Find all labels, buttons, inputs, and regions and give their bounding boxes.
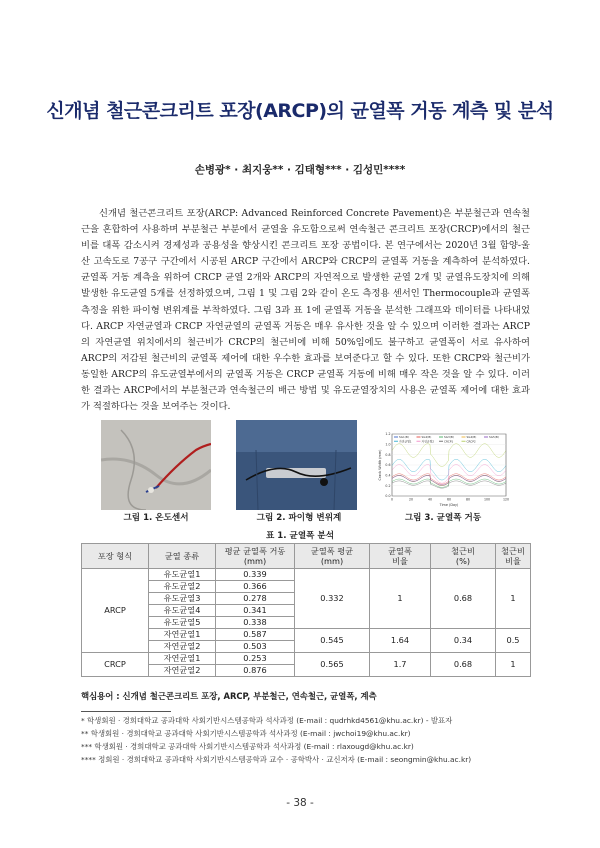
figure2-caption: 그림 2. 파이형 변위계 — [256, 513, 342, 523]
table-header-row — [82, 544, 531, 569]
header-width-ratio: 균열폭 비율 — [370, 544, 431, 569]
y-axis-label: Crack Width (mm) — [378, 449, 382, 481]
y-tick-label: 1.0 — [385, 442, 391, 447]
cell-avg-behavior: 0.253 — [216, 653, 295, 665]
y-tick-label: 0.6 — [385, 463, 391, 468]
cell-crack-kind: 자연균열1 — [149, 653, 216, 665]
cell-avg-behavior: 0.341 — [216, 605, 295, 617]
table-row — [82, 629, 531, 641]
x-tick-label: 120 — [502, 497, 510, 502]
cell-rebar-ratio: 0.5 — [496, 629, 531, 653]
crack-analysis-table — [81, 543, 531, 677]
legend-entry: SG4(B) — [466, 435, 477, 440]
footnote-1: * 학생회원 · 경희대학교 공과대학 사회기반시스템공학과 석사과정 (E-mail : qudrhkd4561@khu.ac.kr) - 발표자 — [81, 716, 453, 725]
legend-entry: SG5(B) — [489, 435, 499, 440]
cell-avg-behavior: 0.366 — [216, 581, 295, 593]
header-rebar: 철근비 (%) — [431, 544, 496, 569]
x-tick-label: 0 — [390, 497, 394, 502]
x-tick-label: 100 — [483, 497, 491, 502]
header-avg-width: 균열폭 평균 (mm) — [295, 544, 370, 569]
cell-ratio: 1.7 — [370, 653, 431, 677]
cell-avg: 0.545 — [295, 629, 370, 653]
page-number: - 38 - — [286, 797, 314, 809]
x-tick-label: 60 — [446, 497, 452, 502]
x-tick-label: 40 — [427, 497, 433, 502]
cell-crack-kind: 자연균열2 — [149, 641, 216, 653]
legend-entry: CRCP2 — [466, 439, 476, 444]
figure3-caption: 그림 3. 균열폭 거동 — [404, 513, 482, 523]
cell-avg: 0.565 — [295, 653, 370, 677]
cell-avg: 0.332 — [295, 569, 370, 629]
table-row — [82, 569, 531, 581]
cell-ratio: 1 — [370, 569, 431, 629]
header-avg-behavior: 평균 균열폭 거동 (mm) — [216, 544, 295, 569]
cell-avg-behavior: 0.876 — [216, 665, 295, 677]
cell-crack-kind: 유도균열1 — [149, 569, 216, 581]
x-axis-label: Time (Day) — [439, 503, 459, 507]
legend-entry: SG1(B) — [399, 435, 409, 440]
cell-crack-kind: 유도균열2 — [149, 581, 216, 593]
cell-rebar: 0.68 — [431, 569, 496, 629]
cell-rebar-ratio: 1 — [496, 569, 531, 629]
x-tick-label: 20 — [408, 497, 414, 502]
legend-entry: CRCP1 — [444, 439, 454, 444]
pi-gauge-photo — [236, 420, 357, 510]
y-tick-label: 0.0 — [385, 494, 391, 499]
figure1-caption: 그림 1. 온도센서 — [123, 513, 189, 523]
cell-avg-behavior: 0.503 — [216, 641, 295, 653]
cell-pavement-type: CRCP — [82, 653, 149, 677]
legend-entry: 자연균열1 — [399, 439, 412, 444]
temperature-sensor-photo — [101, 420, 211, 510]
y-tick-label: 0.4 — [385, 473, 391, 478]
cell-ratio: 1.64 — [370, 629, 431, 653]
cell-rebar: 0.34 — [431, 629, 496, 653]
cell-avg-behavior: 0.278 — [216, 593, 295, 605]
crack-width-chart — [376, 420, 510, 510]
cell-rebar: 0.68 — [431, 653, 496, 677]
x-tick-label: 80 — [465, 497, 471, 502]
footnote-divider — [81, 711, 171, 712]
cell-avg-behavior: 0.339 — [216, 569, 295, 581]
cell-pavement-type: ARCP — [82, 569, 149, 653]
table-row — [82, 653, 531, 665]
abstract: 신개념 철근콘크리트 포장(ARCP: Advanced Reinforced Concrete Pavement)은 부분철근과 연속철근을 혼합하여 사용하며 부분철근 부분에서 균열을 유도함으로써 연속철근 콘크리트 포장(CRCP)에서의 철근비를 대폭 감소시켜 경제성과 공용성을 향상시킨 콘크리트 포장 공법이다. 본 연구에서는 2020년 3월 함양-울산 고속도로 7공구 구간에서 시공된 ARCP 구간에서 ARCP와 CRCP의 균열폭 거동을 계측하여 분석하였다. 균열폭 거동 계측을 위하여 CRCP 균열 2개와 ARCP의 자연적으로 발생한 균열 2개 및 균열유도장치에 의해 발생한 유도균열 5개를 선정하였으며, 그림 1 및 그림 2와 같이 온도 측정용 센서인 Thermocouple과 균열폭 측정을 위한 파이형 변위계를 부착하였다. 그림 3과 표 1에 균열폭 거동을 분석한 그래프와 데이터를 나타내었다. ARCP 자연균열과 CRCP 자연균열의 균열폭 거동은 매우 유사한 것을 알 수 있으며 이러한 결과는 ARCP의 자연균열 위치에서의 철근비가 CRCP의 철근비에 비해 50%임에도 불구하고 균열폭이 서로 유사하여 ARCP의 저감된 철근비의 균열폭 제어에 대한 우수한 효과를 보여준다고 할 수 있다. 또한 CRCP와 철근비가 동일한 ARCP의 유도균열부에서의 균열폭 거동은 CRCP 균열폭 거동에 비해 매우 작은 것을 알 수 있다. 이러한 결과는 ARCP에서의 부분철근과 연속철근의 배근 방법 및 유도균열장치의 사용은 균열폭 제어에 대한 효과가 적절하다는 것을 보여주는 것이다. — [81, 208, 530, 413]
y-tick-label: 1.2 — [385, 432, 391, 437]
cell-avg-behavior: 0.587 — [216, 629, 295, 641]
y-tick-label: 0.2 — [385, 483, 391, 488]
footnote-3: *** 학생회원 · 경희대학교 공과대학 사회기반시스템공학과 석사과정 (E-mail : rlaxougd@khu.ac.kr) — [81, 742, 414, 751]
cell-crack-kind: 유도균열5 — [149, 617, 216, 629]
footnote-4: **** 정회원 · 경희대학교 공과대학 사회기반시스템공학과 교수 · 공학박사 · 교신저자 (E-mail : seongmin@khu.ac.kr) — [81, 755, 472, 764]
y-tick-label: 0.8 — [385, 452, 391, 457]
table-caption: 표 1. 균열폭 분석 — [265, 531, 335, 541]
cell-avg-behavior: 0.338 — [216, 617, 295, 629]
cell-crack-kind: 자연균열1 — [149, 629, 216, 641]
header-pavement-type: 포장 형식 — [82, 544, 149, 569]
cell-crack-kind: 자연균열2 — [149, 665, 216, 677]
cell-rebar-ratio: 1 — [496, 653, 531, 677]
keywords: 핵심용어 : 신개념 철근콘크리트 포장, ARCP, 부분철근, 연속철근, 균열폭, 계측 — [81, 691, 377, 701]
cell-crack-kind: 유도균열4 — [149, 605, 216, 617]
paper-title: 신개념 철근콘크리트 포장(ARCP)의 균열폭 거동 계측 및 분석 — [46, 100, 554, 122]
header-crack-kind: 균열 종류 — [149, 544, 216, 569]
cell-crack-kind: 유도균열3 — [149, 593, 216, 605]
legend-entry: 자연균열2 — [421, 439, 435, 444]
authors: 손병광* · 최지웅** · 김태형*** · 김성민**** — [194, 164, 406, 176]
header-rebar-ratio: 철근비 비율 — [496, 544, 531, 569]
footnote-2: ** 학생회원 · 경희대학교 공과대학 사회기반시스템공학과 석사과정 (E-mail : jwchoi19@khu.ac.kr) — [81, 729, 411, 738]
legend-entry: SG3(B) — [444, 435, 454, 440]
legend-entry: SG2(B) — [421, 435, 432, 440]
